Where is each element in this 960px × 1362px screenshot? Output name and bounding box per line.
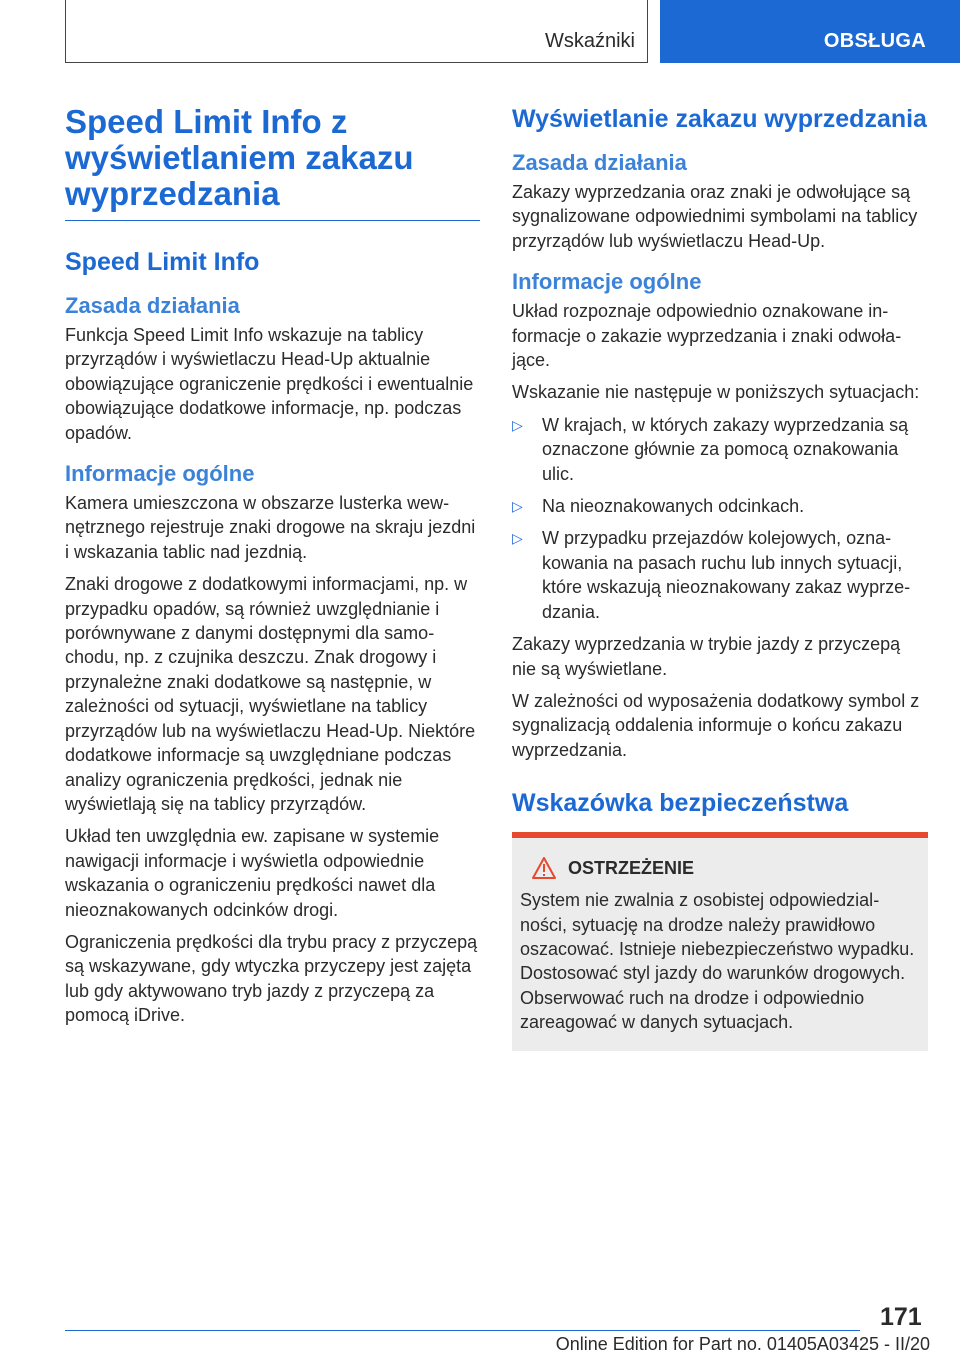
paragraph: Wskazanie nie następuje w poniższych sytuacjach:	[512, 382, 920, 403]
paragraph: Zakazy wyprzedzania oraz znaki je odwołujące są sygnalizowane odpowiednimi symbolami na tablicy przyrządów lub wyświetlaczu Head-Up.	[512, 182, 918, 251]
header-chapter: OBSŁUGA	[823, 30, 926, 52]
page-title: Speed Limit Info z wyświetlaniem zakazu wyprzedzania	[65, 104, 480, 221]
triangle-bullet-icon: ▷	[512, 530, 523, 547]
page-number: 171	[880, 1303, 922, 1331]
triangle-bullet-icon: ▷	[512, 416, 523, 433]
warning-text: System nie zwalnia z osobistej odpowiedzialności, sytuację na drodze należy prawidłowo oszacować. Istnieje niebezpieczeństwo wypadku. Dostosować styl jazdy do warunków drogowych. Obserwować ruch na drodze i odpowiednio zareagować w danych sytuacjach.	[520, 890, 915, 1033]
header-section-box	[65, 0, 648, 63]
paragraph: W zależności od wyposażenia dodatkowy symbol z sygnalizacją oddalenia informuje o końcu zakazu wyprzedzania.	[512, 690, 920, 760]
warning-triangle-icon	[532, 857, 556, 879]
subheading-principle: Zasada działania	[65, 293, 240, 318]
bullet-list	[512, 413, 928, 624]
paragraph: Ograniczenia prędkości dla trybu pracy z przyczepą są wskazywane, gdy wtyczka przyczepy jest zajęta lub gdy aktywowano tryb jazdy z przyczepą za pomocą iDrive.	[65, 931, 478, 1026]
warning-title: OSTRZEŻENIE	[568, 858, 695, 879]
paragraph: Układ rozpoznaje odpowiednio oznakowane informacje o zakazie wyprzedzania i znaki odwołające.	[512, 301, 902, 371]
subheading-principle: Zasada działania	[512, 150, 687, 175]
footer-edition: Online Edition for Part no. 01405A03425 - II/20	[555, 1334, 930, 1354]
paragraph: Kamera umieszczona w obszarze lusterka wewnętrznego rejestruje znaki drogowe na skraju jezdni i wskazania tablic nad jezdnią.	[65, 493, 476, 562]
list-item: ▷ Na nieoznakowanych odcinkach.	[512, 494, 928, 518]
list-item: ▷ W przypadku przejazdów kolejowych, oznakowania na pasach ruchu lub innych sytuacji, które wskazują nieoznakowany zakaz wyprzedzania.	[512, 528, 911, 622]
list-item: ▷ W krajach, w których zakazy wyprzedzania są oznaczone głównie za pomocą oznakowania ulic.	[512, 414, 909, 484]
warning-header	[520, 856, 920, 880]
footer-divider	[65, 1330, 860, 1331]
header-section: Wskaźniki	[544, 30, 635, 52]
paragraph: Znaki drogowe z dodatkowymi informacjami, np. w przypadku opadów, są również uwzględnianie i porównywane z danymi dostępnymi dla samochodu, np. z czujnika deszczu. Znak drogowy i przynależne znaki dodatkowe są następnie, w zależności od sytuacji, wyświetlane na tablicy przyrządów lub na wyświetlaczu Head-Up. Niektóre dodatkowe informacje są uwzględniane podczas analizy ograniczenia prędkości, jednak nie wyświetlają się na tablicy przyrządów.	[65, 574, 476, 814]
warning-box	[512, 832, 928, 1050]
triangle-bullet-icon: ▷	[512, 498, 523, 515]
paragraph: Funkcja Speed Limit Info wskazuje na tablicy przyrządów i wyświetlaczu Head-Up aktualnie obowiązujące ograniczenie prędkości i ewentualnie obowiązujące dodatkowe informacje, np. podczas opadów.	[65, 325, 474, 443]
section-heading-no-overtaking: Wyświetlanie zakazu wyprzedzania	[512, 105, 927, 133]
section-heading-safety: Wskazówka bezpieczeństwa	[512, 789, 849, 818]
subheading-general-info: Informacje ogólne	[512, 269, 702, 295]
left-column	[65, 104, 480, 1036]
paragraph: Układ ten uwzględnia ew. zapisane w systemie nawigacji informacje i wyświetla odpowiednie wskazania o ograniczeniu prędkości nawet dla nieoznakowanych odcinków drogi.	[65, 826, 440, 920]
header-chapter-box	[660, 0, 960, 63]
subheading-general-info: Informacje ogólne	[65, 461, 255, 487]
section-heading-speed-limit-info: Speed Limit Info	[65, 248, 260, 276]
right-column	[512, 104, 928, 1051]
paragraph: Zakazy wyprzedzania w trybie jazdy z przyczepą nie są wyświetlane.	[512, 634, 901, 679]
